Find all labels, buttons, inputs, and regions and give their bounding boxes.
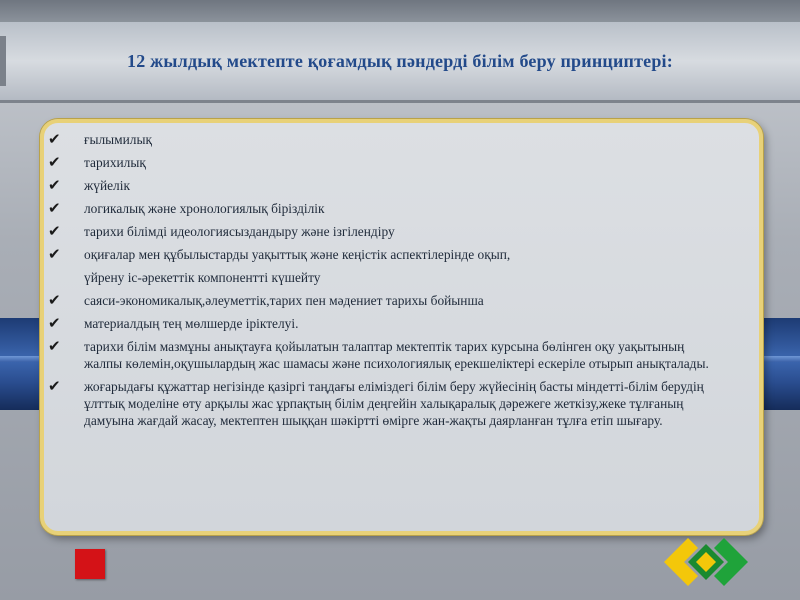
list-item-text: тарихилық — [84, 155, 146, 170]
stop-square-icon[interactable] — [75, 549, 105, 579]
list-item — [48, 315, 718, 332]
list-item-text: үйрену іс-әрекеттік компонентті күшейту — [84, 270, 321, 285]
checkmark-icon: ✔ — [48, 337, 61, 355]
list-item-text: материалдың тең мөлшерде іріктелуі. — [84, 316, 299, 331]
checkmark-icon: ✔ — [48, 222, 61, 240]
checkmark-icon: ✔ — [48, 153, 61, 171]
checkmark-icon: ✔ — [48, 377, 61, 395]
list-item — [48, 269, 718, 286]
principles-list — [48, 131, 718, 435]
list-item-text: тарихи білім мазмұны анықтауға қойылатын талаптар мектептік тарих курсына бөлінген оқу уақытының жалпы көлемін,оқушылардың жас шамасы және психологиялық ерекшеліктері ескеріле отырып анықталады. — [84, 339, 709, 371]
list-item-text: ғылымилық — [84, 132, 152, 147]
list-item — [48, 131, 718, 148]
top-band — [0, 0, 800, 22]
list-item — [48, 338, 718, 372]
list-item-text: жүйелік — [84, 178, 130, 193]
slide-title: 12 жылдық мектепте қоғамдық пәндерді білім беру принциптері: — [127, 51, 673, 71]
checkmark-icon: ✔ — [48, 291, 61, 309]
list-item — [48, 223, 718, 240]
list-item — [48, 292, 718, 309]
checkmark-icon: ✔ — [48, 199, 61, 217]
checkmark-icon: ✔ — [48, 245, 61, 263]
nav-arrows-icon[interactable] — [664, 538, 748, 586]
list-item-text: жоғарыдағы құжаттар негізінде қазіргі таңдағы еліміздегі білім беру жүйесінің басты міндетті-білім берудің ұлттық моделіне өту арқылы жас ұрпақтың білім деңгейін халықаралық дәрежеге жеткізу,жеке тұлғаның дамуына жағдай жасау, мектептен шыққан шәкіртті өмірге жан-жақты даярланған тұлға етіп шығару. — [84, 379, 704, 428]
list-item-text: саяси-экономикалық,әлеуметтік,тарих пен мәдениет тарихы бойынша — [84, 293, 484, 308]
checkmark-icon: ✔ — [48, 314, 61, 332]
list-item — [48, 154, 718, 171]
list-item — [48, 177, 718, 194]
list-item — [48, 378, 718, 429]
list-item-text: логикалық және хронологиялық бірізділік — [84, 201, 325, 216]
checkmark-icon: ✔ — [48, 176, 61, 194]
list-item — [48, 200, 718, 217]
list-item-text: тарихи білімді идеологиясыздандыру және ізгілендіру — [84, 224, 395, 239]
list-item — [48, 246, 718, 263]
checkmark-icon: ✔ — [48, 130, 61, 148]
list-item-text: оқиғалар мен құбылыстарды уақыттық және кеңістік аспектілерінде оқып, — [84, 247, 511, 262]
